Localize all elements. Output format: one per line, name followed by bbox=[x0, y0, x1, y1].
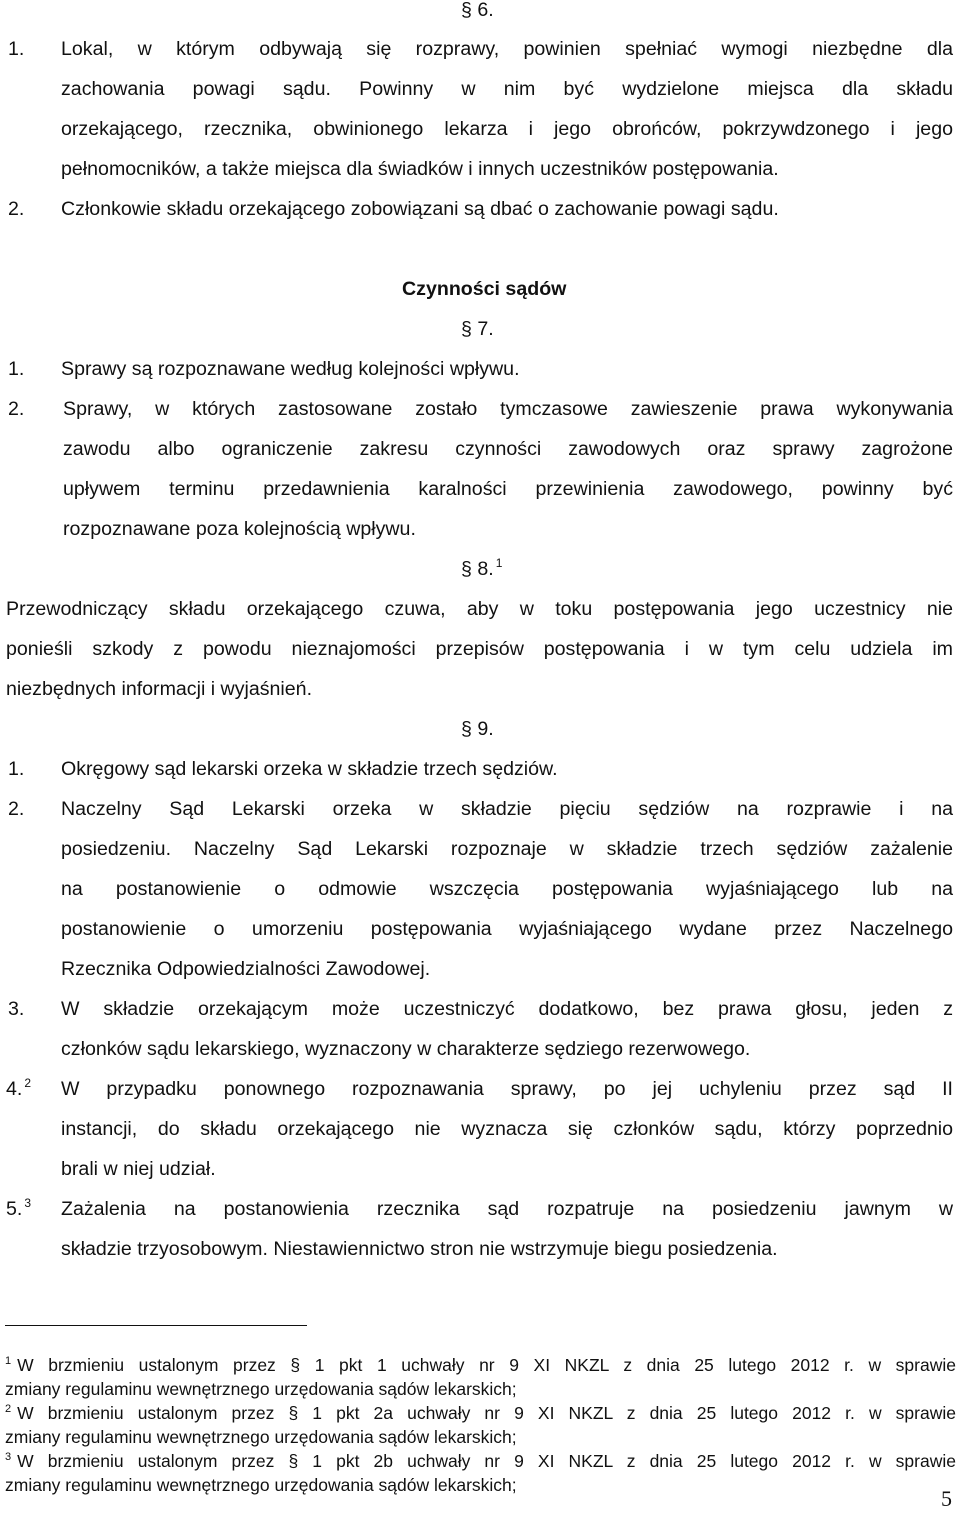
text-line: W składzie orzekającym może uczestniczyć dodatkowo, bez prawa głosu, jeden z bbox=[61, 998, 953, 1020]
text-line: postanowienie o umorzeniu postępowania wyjaśniającego wydane przez Naczelnego bbox=[61, 918, 953, 940]
footnote-line: $^2$ W brzmieniu ustalonym przez § 1 pkt 2a uchwały nr 9 XI NKZL z dnia 25 lutego 2012 r. w sprawie bbox=[5, 1403, 956, 1423]
footnote-ref: 1 bbox=[495, 556, 503, 570]
text-line: Rzecznika Odpowiedzialności Zawodowej. bbox=[61, 958, 431, 980]
text-line: upływem terminu przedawnienia karalności przewinienia zawodowego, powinny być bbox=[63, 478, 953, 500]
item-number: 3. bbox=[8, 998, 25, 1020]
page-number: 5 bbox=[941, 1486, 952, 1511]
item-number: 2. bbox=[8, 198, 25, 220]
footnote-line: $^1$ W brzmieniu ustalonym przez § 1 pkt 1 uchwały nr 9 XI NKZL z dnia 25 lutego 2012 r. w sprawie bbox=[5, 1355, 956, 1375]
text-line: posiedzeniu. Naczelny Sąd Lekarski rozpoznaje w składzie trzech sędziów zażalenie bbox=[61, 838, 953, 860]
footnote-line: zmiany regulaminu wewnętrznego urzędowania sądów lekarskich; bbox=[5, 1427, 517, 1447]
text-line: na postanowienie o odmowie wszczęcia postępowania wyjaśniającego lub na bbox=[61, 878, 953, 900]
text-line: Naczelny Sąd Lekarski orzeka w składzie pięciu sędziów na rozprawie i na bbox=[61, 798, 953, 820]
text-line: zachowania powagi sądu. Powinny w nim być wydzielone miejsca dla składu bbox=[61, 78, 953, 100]
footnote-number: 2 bbox=[5, 1403, 12, 1415]
item-number: 2. bbox=[8, 398, 25, 420]
footnote-separator bbox=[5, 1325, 307, 1326]
text-line: rozpoznawane poza kolejnością wpływu. bbox=[63, 518, 416, 540]
paragraph-9-heading: § 9. bbox=[461, 718, 494, 740]
footnote-ref: 3 bbox=[24, 1196, 32, 1210]
item-number: 1. bbox=[8, 358, 25, 380]
text-line: Sprawy, w których zastosowane zostało tymczasowe zawieszenie prawa wykonywania bbox=[63, 398, 953, 420]
text-line: Członkowie składu orzekającego zobowiązani są dbać o zachowanie powagi sądu. bbox=[61, 198, 779, 220]
text-line: składzie trzyosobowym. Niestawiennictwo stron nie wstrzymuje biegu posiedzenia. bbox=[61, 1238, 778, 1260]
paragraph-6-heading: § 6. bbox=[461, 0, 494, 21]
item-number: 1. bbox=[8, 758, 25, 780]
footnote-ref: 2 bbox=[24, 1076, 32, 1090]
footnote-line: $^3$ W brzmieniu ustalonym przez § 1 pkt 2b uchwały nr 9 XI NKZL z dnia 25 lutego 2012 r. w sprawie bbox=[5, 1451, 956, 1471]
text-line: Sprawy są rozpoznawane według kolejności wpływu. bbox=[61, 358, 520, 380]
text-line: instancji, do składu orzekającego nie wyznacza się członków sądu, którzy poprzednio bbox=[61, 1118, 953, 1140]
text-line: Lokal, w którym odbywają się rozprawy, powinien spełniać wymogi niezbędne dla bbox=[61, 38, 953, 60]
text-line: pełnomocników, a także miejsca dla świadków i innych uczestników postępowania. bbox=[61, 158, 779, 180]
text-line: Zażalenia na postanowienia rzecznika sąd rozpatruje na posiedzeniu jawnym w bbox=[61, 1198, 953, 1220]
text-line: zawodu albo ograniczenie zakresu czynności zawodowych oraz sprawy zagrożone bbox=[63, 438, 953, 460]
item-number: 5. $^3$ bbox=[6, 1196, 32, 1220]
text-line: orzekającego, rzecznika, obwinionego lekarza i jego obrońców, pokrzywdzonego i jego bbox=[61, 118, 953, 140]
text-line: Przewodniczący składu orzekającego czuwa, aby w toku postępowania jego uczestnicy nie bbox=[6, 598, 953, 620]
text-line: Okręgowy sąd lekarski orzeka w składzie trzech sędziów. bbox=[61, 758, 558, 780]
paragraph-7-heading: § 7. bbox=[461, 318, 494, 340]
item-number: 4. $^2$ bbox=[6, 1076, 32, 1100]
footnote-line: zmiany regulaminu wewnętrznego urzędowania sądów lekarskich; bbox=[5, 1475, 517, 1495]
item-number: 2. bbox=[8, 798, 25, 820]
footnote-number: 1 bbox=[5, 1355, 12, 1367]
paragraph-8-heading: § 8. $^1$ bbox=[461, 556, 503, 580]
item-number: 1. bbox=[8, 38, 25, 60]
text-line: brali w niej udział. bbox=[61, 1158, 216, 1180]
text-line: W przypadku ponownego rozpoznawania sprawy, po jej uchyleniu przez sąd II bbox=[61, 1078, 953, 1100]
text-line: niezbędnych informacji i wyjaśnień. bbox=[6, 678, 313, 700]
footnote-line: zmiany regulaminu wewnętrznego urzędowania sądów lekarskich; bbox=[5, 1379, 517, 1399]
text-line: ponieśli szkody z powodu nieznajomości przepisów postępowania i w tym celu udziela im bbox=[6, 638, 953, 660]
footnote-number: 3 bbox=[5, 1451, 12, 1463]
text-line: członków sądu lekarskiego, wyznaczony w charakterze sędziego rezerwowego. bbox=[61, 1038, 751, 1060]
section-title: Czynności sądów bbox=[402, 278, 567, 300]
